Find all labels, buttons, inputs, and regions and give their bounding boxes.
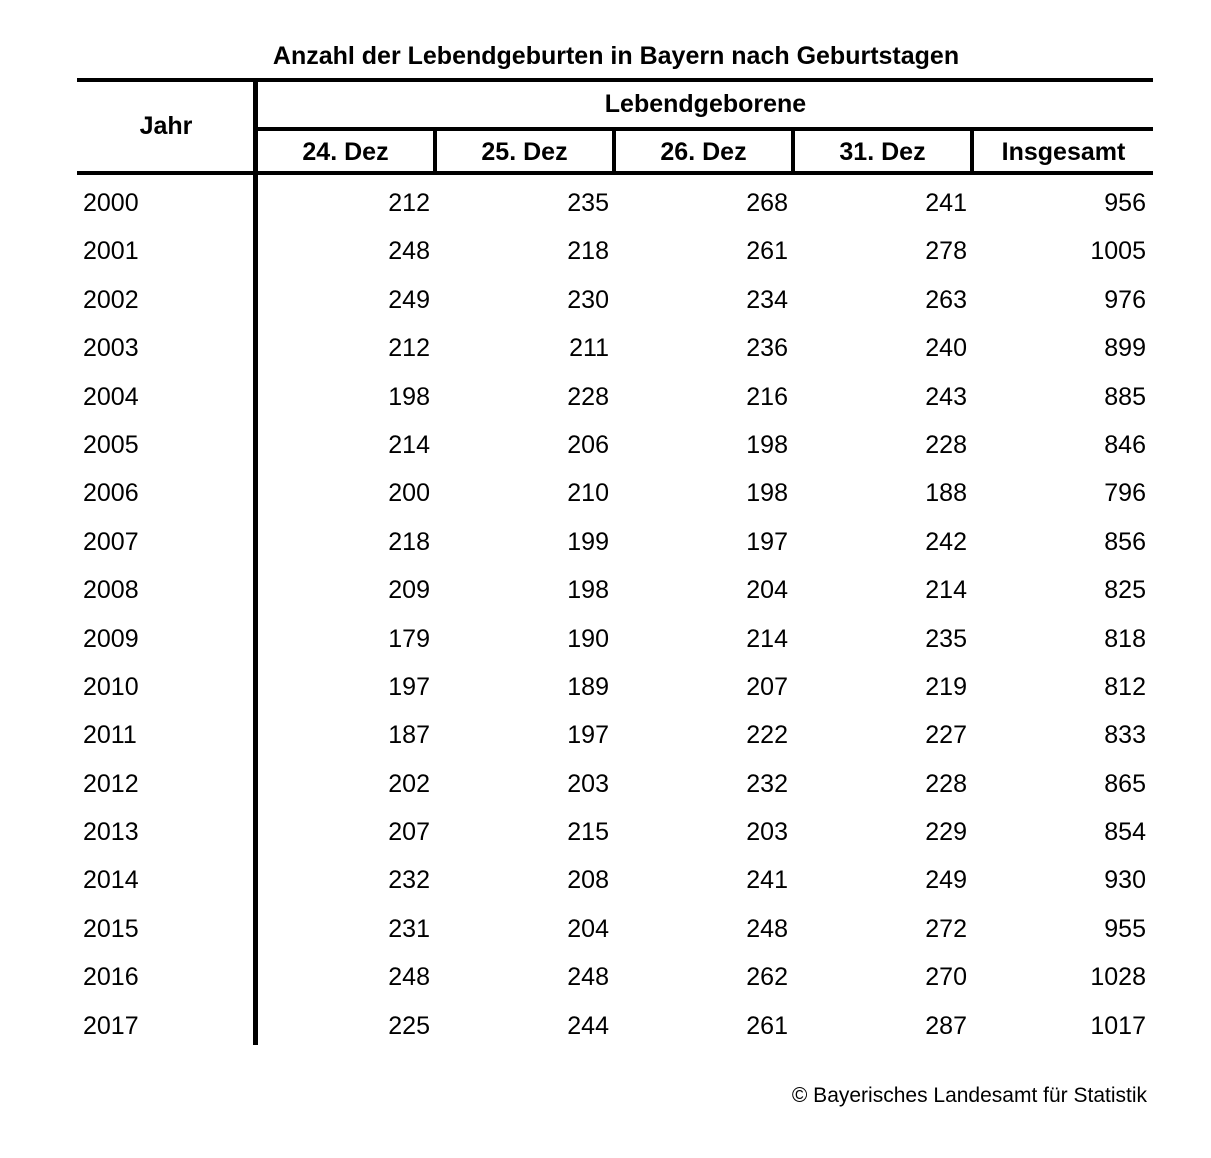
value-cell: 272 bbox=[925, 914, 967, 943]
year-column-header: Jahr bbox=[139, 112, 193, 140]
value-cell: 231 bbox=[388, 914, 430, 943]
column-header-25-dez: 25. Dez bbox=[481, 138, 568, 166]
value-cell: 885 bbox=[1104, 382, 1146, 411]
table-row bbox=[0, 567, 1211, 615]
value-cell: 1005 bbox=[1090, 237, 1146, 266]
value-cell: 818 bbox=[1104, 624, 1146, 653]
value-cell: 214 bbox=[925, 576, 967, 605]
year-cell: 2014 bbox=[83, 866, 139, 895]
year-cell: 2006 bbox=[83, 479, 139, 508]
table-row bbox=[0, 857, 1211, 905]
value-cell: 198 bbox=[388, 382, 430, 411]
value-cell: 197 bbox=[746, 527, 788, 556]
value-cell: 204 bbox=[567, 914, 609, 943]
value-cell: 211 bbox=[569, 334, 609, 363]
value-cell: 229 bbox=[925, 818, 967, 847]
value-cell: 215 bbox=[567, 818, 609, 847]
value-cell: 208 bbox=[567, 866, 609, 895]
table-title: Anzahl der Lebendgeburten in Bayern nach Geburtstagen bbox=[272, 42, 960, 70]
value-cell: 187 bbox=[388, 721, 430, 750]
value-cell: 240 bbox=[925, 334, 967, 363]
table-row bbox=[0, 228, 1211, 276]
value-cell: 261 bbox=[746, 1011, 788, 1040]
table-row bbox=[0, 325, 1211, 373]
value-cell: 200 bbox=[388, 479, 430, 508]
value-cell: 232 bbox=[746, 769, 788, 798]
value-cell: 244 bbox=[567, 1011, 609, 1040]
value-cell: 856 bbox=[1104, 527, 1146, 556]
column-header-26-dez: 26. Dez bbox=[660, 138, 747, 166]
value-cell: 236 bbox=[746, 334, 788, 363]
value-cell: 204 bbox=[746, 576, 788, 605]
value-cell: 261 bbox=[746, 237, 788, 266]
value-cell: 930 bbox=[1104, 866, 1146, 895]
value-cell: 234 bbox=[746, 285, 788, 314]
year-cell: 2009 bbox=[83, 624, 139, 653]
value-cell: 812 bbox=[1104, 672, 1146, 701]
value-cell: 1017 bbox=[1090, 1011, 1146, 1040]
value-cell: 232 bbox=[388, 866, 430, 895]
value-cell: 833 bbox=[1104, 721, 1146, 750]
value-cell: 222 bbox=[746, 721, 788, 750]
table-row bbox=[0, 954, 1211, 1002]
value-cell: 199 bbox=[567, 527, 609, 556]
table-row bbox=[0, 616, 1211, 664]
value-cell: 197 bbox=[567, 721, 609, 750]
table-row bbox=[0, 422, 1211, 470]
year-cell: 2002 bbox=[83, 285, 139, 314]
value-cell: 228 bbox=[567, 382, 609, 411]
value-cell: 206 bbox=[567, 430, 609, 459]
table-row bbox=[0, 712, 1211, 760]
value-cell: 207 bbox=[388, 818, 430, 847]
year-cell: 2008 bbox=[83, 576, 139, 605]
value-cell: 202 bbox=[388, 769, 430, 798]
value-cell: 955 bbox=[1104, 914, 1146, 943]
value-cell: 216 bbox=[746, 382, 788, 411]
top-rule bbox=[77, 78, 1153, 82]
value-cell: 249 bbox=[925, 866, 967, 895]
value-cell: 212 bbox=[388, 334, 430, 363]
table-row bbox=[0, 761, 1211, 809]
value-cell: 214 bbox=[746, 624, 788, 653]
table-row bbox=[0, 470, 1211, 518]
value-cell: 263 bbox=[925, 285, 967, 314]
value-cell: 270 bbox=[925, 963, 967, 992]
value-cell: 188 bbox=[925, 479, 967, 508]
value-cell: 210 bbox=[567, 479, 609, 508]
year-cell: 2013 bbox=[83, 818, 139, 847]
year-cell: 2000 bbox=[83, 189, 139, 217]
value-cell: 209 bbox=[388, 576, 430, 605]
value-cell: 243 bbox=[925, 382, 967, 411]
value-cell: 198 bbox=[746, 479, 788, 508]
value-cell: 825 bbox=[1104, 576, 1146, 605]
value-cell: 198 bbox=[746, 430, 788, 459]
value-cell: 248 bbox=[388, 963, 430, 992]
value-cell: 227 bbox=[925, 721, 967, 750]
value-cell: 865 bbox=[1104, 769, 1146, 798]
year-cell: 2004 bbox=[83, 382, 139, 411]
year-cell: 2011 bbox=[83, 721, 137, 750]
value-cell: 198 bbox=[567, 576, 609, 605]
value-cell: 235 bbox=[567, 189, 609, 217]
table-row bbox=[0, 519, 1211, 567]
value-cell: 241 bbox=[925, 189, 967, 217]
group-column-header: Lebendgeborene bbox=[604, 90, 807, 118]
value-cell: 241 bbox=[746, 866, 788, 895]
value-cell: 287 bbox=[925, 1011, 967, 1040]
value-cell: 179 bbox=[388, 624, 430, 653]
year-cell: 2003 bbox=[83, 334, 139, 363]
table-row bbox=[0, 374, 1211, 422]
value-cell: 262 bbox=[746, 963, 788, 992]
value-cell: 235 bbox=[925, 624, 967, 653]
value-cell: 956 bbox=[1104, 189, 1146, 217]
value-cell: 846 bbox=[1104, 430, 1146, 459]
year-cell: 2001 bbox=[83, 237, 139, 266]
value-cell: 976 bbox=[1104, 285, 1146, 314]
value-cell: 197 bbox=[388, 672, 430, 701]
year-cell: 2005 bbox=[83, 430, 139, 459]
value-cell: 228 bbox=[925, 769, 967, 798]
table-row bbox=[0, 180, 1211, 228]
group-header-rule bbox=[255, 127, 1153, 131]
value-cell: 219 bbox=[925, 672, 967, 701]
column-header-insgesamt: Insgesamt bbox=[1001, 138, 1126, 166]
table-body bbox=[0, 180, 1211, 1051]
value-cell: 203 bbox=[567, 769, 609, 798]
year-cell: 2015 bbox=[83, 914, 139, 943]
value-cell: 248 bbox=[746, 914, 788, 943]
value-cell: 212 bbox=[388, 189, 430, 217]
value-cell: 190 bbox=[567, 624, 609, 653]
value-cell: 189 bbox=[567, 672, 609, 701]
year-cell: 2007 bbox=[83, 527, 139, 556]
header-bottom-rule bbox=[77, 171, 1153, 175]
value-cell: 268 bbox=[746, 189, 788, 217]
value-cell: 242 bbox=[925, 527, 967, 556]
table-row bbox=[0, 277, 1211, 325]
value-cell: 228 bbox=[925, 430, 967, 459]
value-cell: 278 bbox=[925, 237, 967, 266]
value-cell: 207 bbox=[746, 672, 788, 701]
value-cell: 796 bbox=[1104, 479, 1146, 508]
value-cell: 1028 bbox=[1090, 963, 1146, 992]
table-row bbox=[0, 664, 1211, 712]
year-cell: 2010 bbox=[83, 672, 139, 701]
value-cell: 225 bbox=[388, 1011, 430, 1040]
year-cell: 2012 bbox=[83, 769, 139, 798]
column-header-24-dez: 24. Dez bbox=[302, 138, 389, 166]
table-row bbox=[0, 809, 1211, 857]
value-cell: 899 bbox=[1104, 334, 1146, 363]
value-cell: 230 bbox=[567, 285, 609, 314]
year-cell: 2017 bbox=[83, 1011, 139, 1040]
value-cell: 203 bbox=[746, 818, 788, 847]
table-row bbox=[0, 1003, 1211, 1051]
value-cell: 248 bbox=[567, 963, 609, 992]
value-cell: 218 bbox=[567, 237, 609, 266]
value-cell: 218 bbox=[388, 527, 430, 556]
table-row bbox=[0, 906, 1211, 954]
value-cell: 214 bbox=[388, 430, 430, 459]
copyright-footer: © Bayerisches Landesamt für Statistik bbox=[791, 1084, 1147, 1107]
value-cell: 249 bbox=[388, 285, 430, 314]
value-cell: 854 bbox=[1104, 818, 1146, 847]
column-header-31-dez: 31. Dez bbox=[839, 138, 926, 166]
year-cell: 2016 bbox=[83, 963, 139, 992]
value-cell: 248 bbox=[388, 237, 430, 266]
